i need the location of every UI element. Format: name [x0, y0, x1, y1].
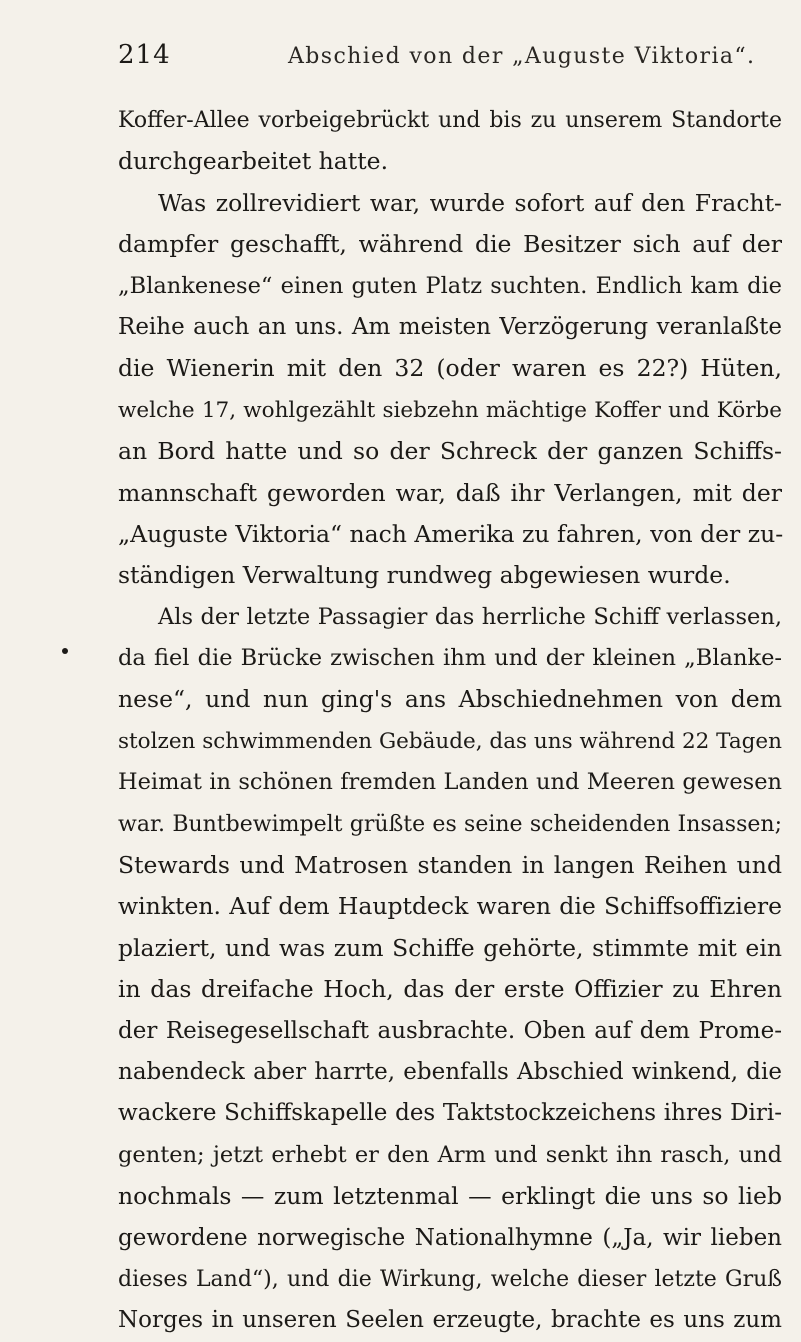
text-line: Als der letzte Passagier das herrliche Schiff verlassen,	[158, 603, 782, 630]
text-line: plaziert, und was zum Schiffe gehörte, stimmte mit ein	[118, 933, 782, 962]
text-line: war. Buntbewimpelt grüßte es seine scheidenden Insassen;	[118, 811, 782, 837]
text-line: Heimat in schönen fremden Landen und Meeren gewesen	[118, 769, 782, 796]
text-line: dieses Land“), und die Wirkung, welche dieser letzte Gruß	[118, 1266, 782, 1292]
text-line: „Blankenese“ einen guten Platz suchten. Endlich kam die	[118, 272, 782, 299]
text-line: nabendeck aber harrte, ebenfalls Abschied winkend, die	[118, 1058, 782, 1085]
text-line: gewordene norwegische Nationalhymne („Ja, wir lieben	[118, 1224, 782, 1251]
text-line: Koffer-Allee vorbeigebrückt und bis zu unserem Standorte	[118, 108, 782, 133]
text-line: in das dreifache Hoch, das der erste Offizier zu Ehren	[118, 975, 782, 1004]
body-text	[118, 100, 782, 1342]
text-line: an Bord hatte und so der Schreck der ganzen Schiffs-	[118, 437, 782, 466]
text-line: „Auguste Viktoria“ nach Amerika zu fahren, von der zu-	[118, 519, 784, 548]
text-line: Norges in unseren Seelen erzeugte, brachte es uns zum	[118, 1307, 782, 1334]
text-line: stolzen schwimmenden Gebäude, das uns während 22 Tagen	[118, 728, 782, 754]
text-line: nese“, und nun ging's ans Abschiednehmen von dem	[118, 685, 782, 714]
text-line: nochmals — zum letztenmal — erklingt die uns so lieb	[118, 1182, 782, 1211]
margin-mark	[62, 648, 68, 654]
page-header	[118, 40, 782, 80]
running-head: Abschied von der „Auguste Viktoria“.	[288, 44, 756, 69]
text-line: durchgearbeitet hatte.	[118, 147, 389, 176]
text-line: Reihe auch an uns. Am meisten Verzögerung veranlaßte	[118, 313, 782, 340]
text-line: Stewards und Matrosen standen in langen Reihen und	[118, 851, 782, 880]
text-line: mannschaft geworden war, daß ihr Verlangen, mit der	[118, 478, 782, 507]
text-line: der Reisegesellschaft ausbrachte. Oben auf dem Prome-	[118, 1017, 782, 1044]
text-line: dampfer geschafft, während die Besitzer sich auf der	[118, 230, 782, 259]
page-number: 214	[118, 40, 171, 70]
text-line: welche 17, wohlgezählt siebzehn mächtige Koffer und Körbe	[118, 397, 782, 423]
text-line: Was zollrevidiert war, wurde sofort auf den Fracht-	[158, 188, 782, 217]
text-line: winkten. Auf dem Hauptdeck waren die Schiffsoffiziere	[118, 892, 782, 921]
text-line: da fiel die Brücke zwischen ihm und der kleinen „Blanke-	[118, 645, 782, 672]
text-line: ständigen Verwaltung rundweg abgewiesen wurde.	[118, 561, 731, 590]
text-line: die Wienerin mit den 32 (oder waren es 22?) Hüten,	[118, 354, 782, 383]
text-line: wackere Schiffskapelle des Taktstockzeichens ihres Diri-	[118, 1100, 782, 1127]
text-line: genten; jetzt erhebt er den Arm und senkt ihn rasch, und	[118, 1141, 782, 1168]
